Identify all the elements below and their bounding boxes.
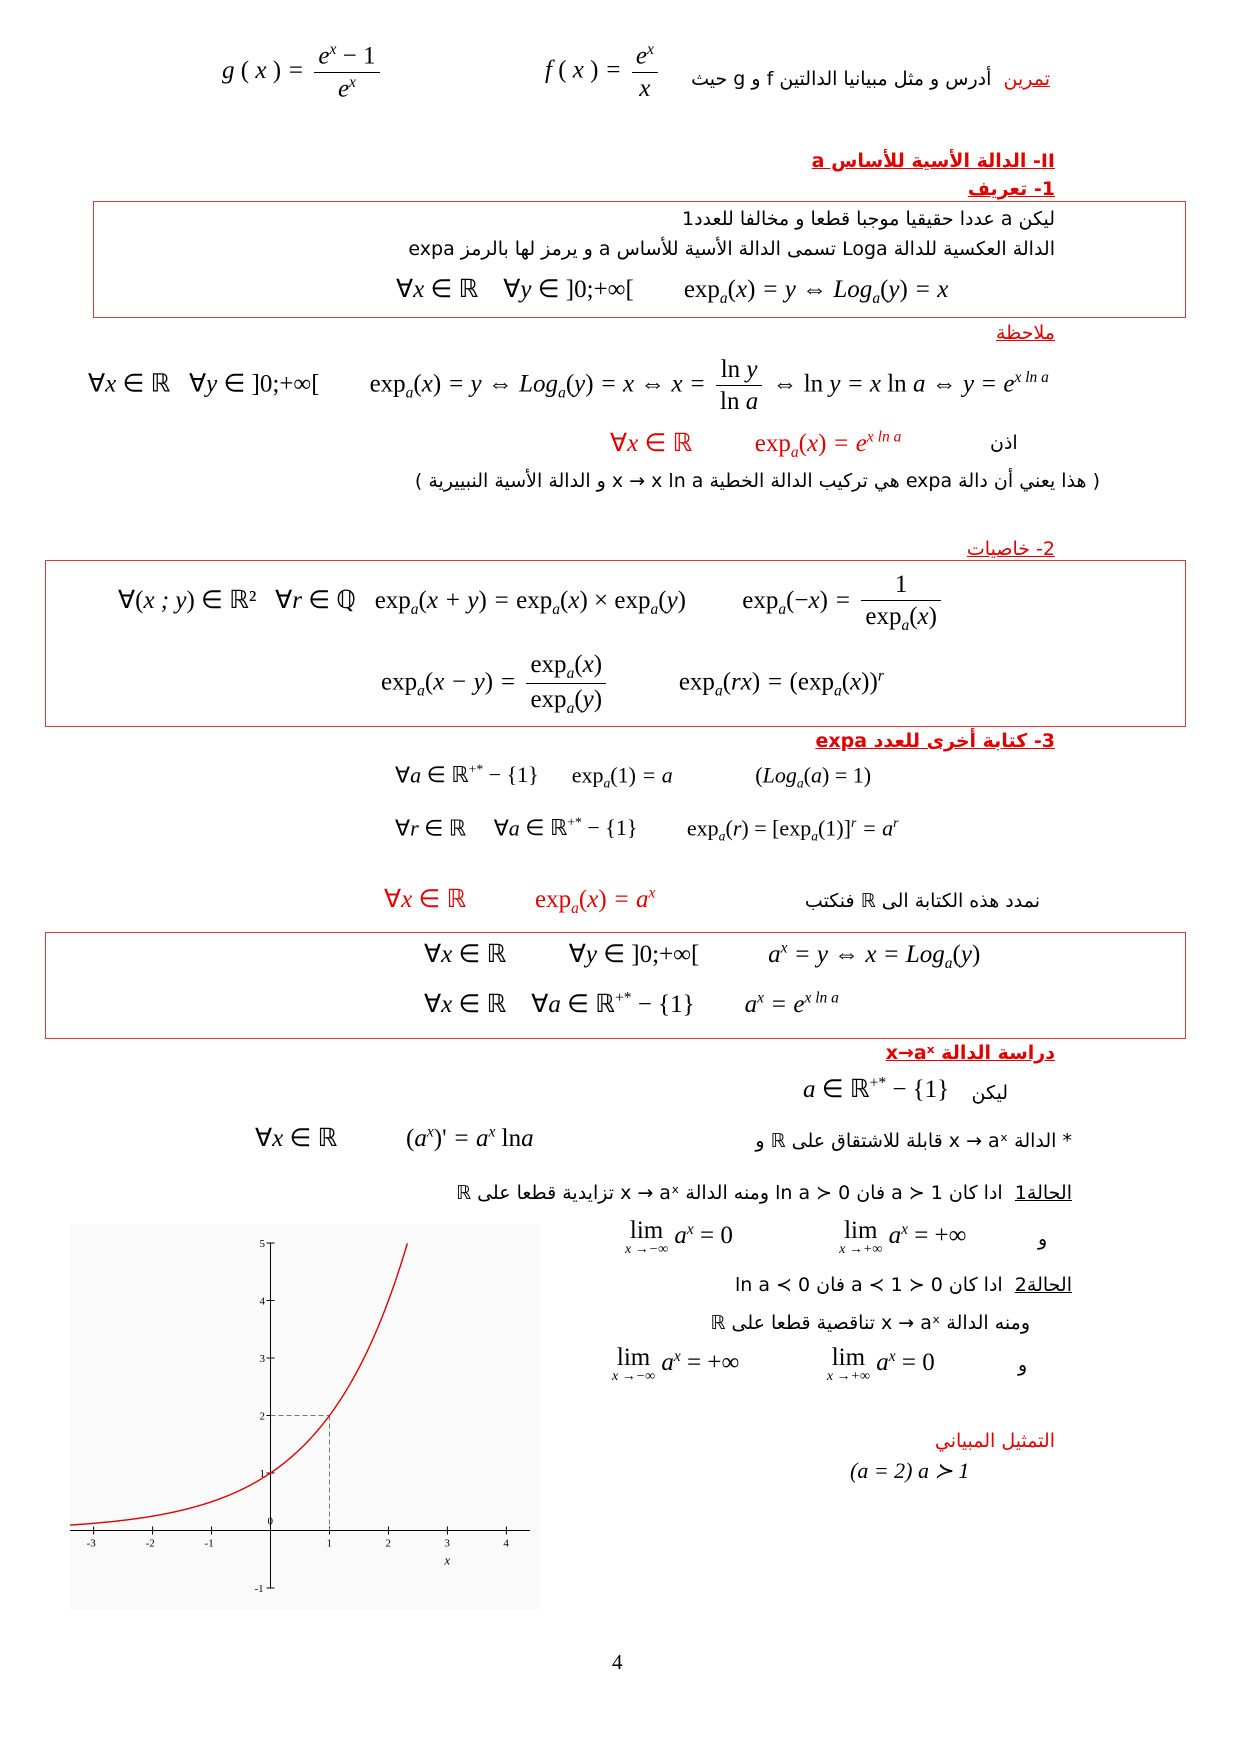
identity-line-1: ∀a ∈ ℝ+* − {1} $\exp_a(1) = a$ (Log$_a$(a) = 1): [395, 762, 872, 791]
remark-conclusion: ∀x ∈ ℝ $\exp_a(x) = e^{x ln a}$: [610, 428, 902, 461]
case2-and: و: [1018, 1354, 1028, 1376]
remark-idhan: اذن: [990, 432, 1018, 454]
case2-label: الحالة2: [1014, 1274, 1072, 1296]
y-tick-label: 4: [259, 1295, 266, 1308]
other-writing-box: [45, 932, 1186, 1039]
definition-formula: ∀x ∈ ℝ ∀y ∈ ]0;+∞[ $\exp_a(x) = y$ ⇔ Log$_a$(y) = x: [396, 276, 949, 307]
x-axis-label: x: [444, 1552, 451, 1568]
x-tick-label: 4: [503, 1537, 509, 1550]
exercise-line: [410, 68, 1050, 90]
case1-text: ادا كان a ≻ 1 فان ln a ≻ 0 ومنه الدالة x → aˣ تزايدية قطعا على ℝ: [455, 1182, 1003, 1204]
extension-text: نمدد هذه الكتابة الى ℝ فنكتب: [804, 890, 1040, 912]
y-tick-label: -1: [254, 1583, 264, 1595]
derivative-formula: ∀x ∈ ℝ $(a^x)' = a^x$ lna: [255, 1123, 534, 1152]
formula-g: g ( x ) = $\frac{e^x - 1}{e^x}$: [222, 40, 384, 104]
study-a-domain: a ∈ ℝ+* − {1}: [803, 1074, 950, 1103]
section-title: II- الدالة الأسية للأساس a: [811, 150, 1055, 172]
case1-limits: lim x →−∞ $a^x = 0$ lim x →+∞ $a^x$ = +∞: [625, 1217, 967, 1257]
derivative-text: * الدالة x → aˣ قابلة للاشتقاق على ℝ و: [755, 1130, 1072, 1152]
properties-box: [45, 560, 1186, 727]
x-tick-label: 1: [326, 1537, 332, 1550]
y-tick-label: 2: [259, 1410, 266, 1423]
case2-limits: lim x →−∞ $a^x$ = +∞ lim x →+∞ $a^x = 0$: [612, 1344, 935, 1384]
other-writing-title: 3- كتابة أخرى للعدد expa: [815, 730, 1055, 752]
remark-meaning: ( هذا يعني أن دالة expa هي تركيب الدالة الخطية x → x ln a و الدالة الأسية النبييرية ): [414, 470, 1100, 492]
x-tick-label: 0: [267, 1515, 274, 1528]
property-sum: ∀(x ; y) ∈ ℝ² ∀r ∈ ℚ $\exp_a(x + y) = \exp_a(x) \times \exp_a(y)$ $\exp_a(-x)$ = $\frac{1}{\exp_a(x)}$: [118, 569, 945, 636]
properties-title: 2- خاصيات: [966, 538, 1055, 560]
case2-line-2: ومنه الدالة x → aˣ تناقصية قطعا على ℝ: [710, 1312, 1030, 1334]
y-tick-label: 3: [259, 1353, 266, 1365]
box3-line-2: ∀x ∈ ℝ ∀a ∈ ℝ+* − {1} $a^x = e^{x ln a}$: [424, 989, 839, 1018]
extension-formula: ∀x ∈ ℝ $\exp_a(x) = a^x$: [384, 884, 656, 917]
case1-label: الحالة1: [1014, 1182, 1072, 1204]
graph-label: التمثيل المبياني: [934, 1430, 1055, 1452]
definition-line-1: ليكن a عددا حقيقيا موجبا قطعا و مخالفا للعدد1: [682, 208, 1055, 230]
remark-formula: ∀x ∈ ℝ ∀y ∈ ]0;+∞[ $\exp_a(x) = y$ ⇔ Log$_a$(y) = x ⇔ x = $\frac{\text{ln y}}{\text{ln a}}$ ⇔ ln y = x ln a ⇔ $y = e^{x ln a}$: [88, 356, 1049, 416]
definition-box: [93, 201, 1186, 318]
definition-line-2: الدالة العكسية للدالة Loga تسمى الدالة الأسية للأساس a و يرمز لها بالرمز expa: [408, 238, 1055, 260]
definition-title: 1- تعريف: [967, 178, 1055, 200]
x-tick-label: -3: [86, 1537, 96, 1550]
identity-line-2: ∀r ∈ ℝ ∀a ∈ ℝ+* − {1} $\exp_a(r) = [\exp_a(1)]^r = a^r$: [395, 815, 899, 844]
graph-param: (a = 2) a ≻ 1: [850, 1458, 970, 1483]
x-tick-label: -2: [145, 1537, 155, 1550]
x-tick-label: 3: [444, 1537, 450, 1550]
case1-line: [456, 1182, 1072, 1204]
case2-line: [735, 1274, 1072, 1296]
box3-line-1: ∀x ∈ ℝ ∀y ∈ ]0;+∞[ $a^x = y$ ⇔ x = Log$_a$(y): [424, 939, 981, 972]
y-tick-label: 5: [259, 1238, 266, 1250]
case1-and: و: [1038, 1228, 1048, 1250]
exp-graph: [70, 1225, 540, 1610]
property-diff: $\exp_a(x - y)$ = $\frac{\exp_a(x)}{\exp_a(y)}$ $\exp_a(rx) = (\exp_a(x))^r$: [381, 651, 884, 718]
formula-f: f ( x ) = $\frac{e^x}{x}$: [545, 40, 662, 104]
page-number: 4: [612, 1650, 623, 1674]
exercise-text: أدرس و مثل مبيانيا الدالتين f و g حيث: [691, 68, 992, 90]
case2-text: ادا كان 0 ≺ a ≺ 1 فان ln a ≺ 0: [734, 1274, 1003, 1296]
y-tick-label: 1: [259, 1468, 266, 1480]
study-let: ليكن: [971, 1082, 1008, 1104]
graph-background: [70, 1225, 540, 1610]
x-tick-label: -1: [204, 1537, 214, 1550]
x-tick-label: 2: [385, 1537, 391, 1550]
exercise-label: تمرين: [1003, 68, 1050, 90]
remark-label: ملاحظة: [995, 322, 1055, 344]
study-title: دراسة الدالة x→aˣ: [885, 1042, 1055, 1064]
